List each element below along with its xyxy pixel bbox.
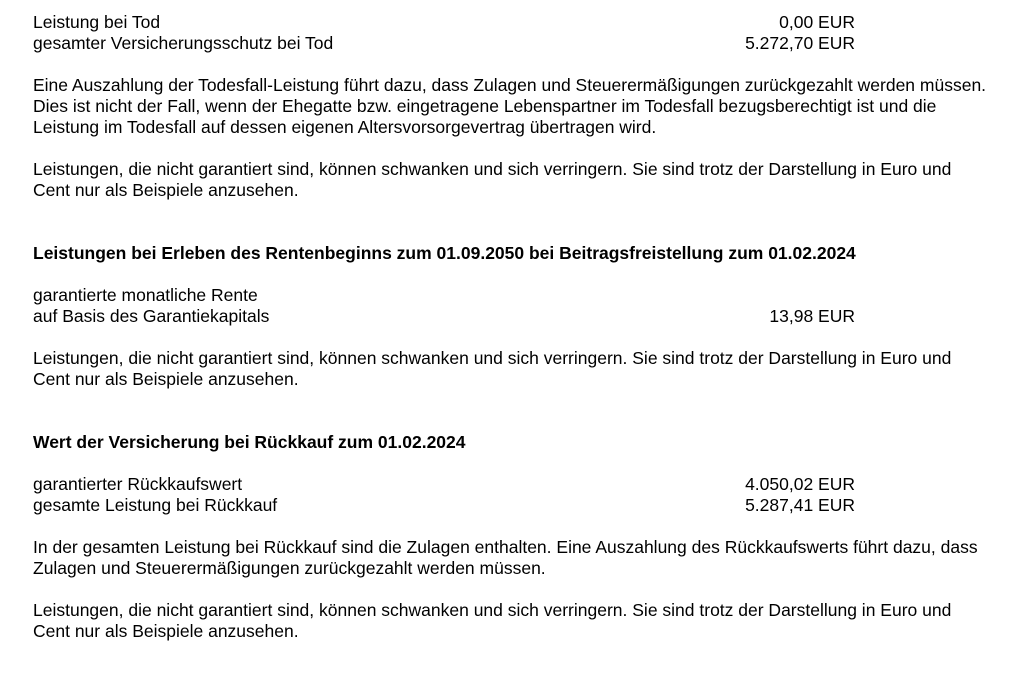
benefit-label: gesamter Versicherungsschutz bei Tod: [33, 33, 334, 53]
non-guaranteed-disclaimer: Leistungen, die nicht garantiert sind, können schwanken und sich verringern. Sie sind trotz der Darstellung in Euro und Cent nur als Beispiele anzusehen.: [33, 159, 952, 200]
section-heading: Wert der Versicherung bei Rückkauf zum 01.02.2024: [33, 432, 466, 452]
benefit-amount: 5.287,41 EUR: [745, 495, 855, 515]
death-benefit-note: Eine Auszahlung der Todesfall-Leistung führt dazu, dass Zulagen und Steuerermäßigungen zurückgezahlt werden müssen. Dies ist nicht der Fall, wenn der Ehegatte bzw. eingetragene Lebenspartner im Todesfall bezugsberechtigt ist und die Leistung im Todesfall auf dessen eigenen Altersvorsorgevertrag übertragen wird.: [33, 75, 987, 137]
death-benefit-section: [33, 12, 993, 201]
benefit-label: garantierte monatliche Rente: [33, 285, 258, 305]
benefit-amount: 4.050,02 EUR: [745, 474, 855, 494]
benefit-row: [33, 285, 993, 306]
pension-benefit-section: [33, 243, 993, 390]
benefit-row: [33, 474, 993, 495]
non-guaranteed-disclaimer: Leistungen, die nicht garantiert sind, können schwanken und sich verringern. Sie sind trotz der Darstellung in Euro und Cent nur als Beispiele anzusehen.: [33, 348, 952, 389]
benefit-amount: 13,98 EUR: [769, 306, 855, 326]
benefit-amount: 0,00 EUR: [779, 12, 855, 32]
surrender-value-section: [33, 432, 993, 642]
benefit-row: [33, 12, 993, 33]
document-page: [33, 12, 993, 642]
benefit-label: garantierter Rückkaufswert: [33, 474, 243, 494]
section-heading: Leistungen bei Erleben des Rentenbeginns zum 01.09.2050 bei Beitragsfreistellung zum 01.02.2024: [33, 243, 856, 263]
non-guaranteed-disclaimer: Leistungen, die nicht garantiert sind, können schwanken und sich verringern. Sie sind trotz der Darstellung in Euro und Cent nur als Beispiele anzusehen.: [33, 600, 952, 641]
benefit-row: [33, 306, 993, 327]
benefit-label: gesamte Leistung bei Rückkauf: [33, 495, 278, 515]
benefit-label: Leistung bei Tod: [33, 12, 161, 32]
benefit-row: [33, 495, 993, 516]
benefit-amount: 5.272,70 EUR: [745, 33, 855, 53]
surrender-note: In der gesamten Leistung bei Rückkauf sind die Zulagen enthalten. Eine Auszahlung des Rückkaufswerts führt dazu, dass Zulagen und Steuerermäßigungen zurückgezahlt werden müssen.: [33, 537, 978, 578]
benefit-label: auf Basis des Garantiekapitals: [33, 306, 270, 326]
benefit-row: [33, 33, 993, 54]
